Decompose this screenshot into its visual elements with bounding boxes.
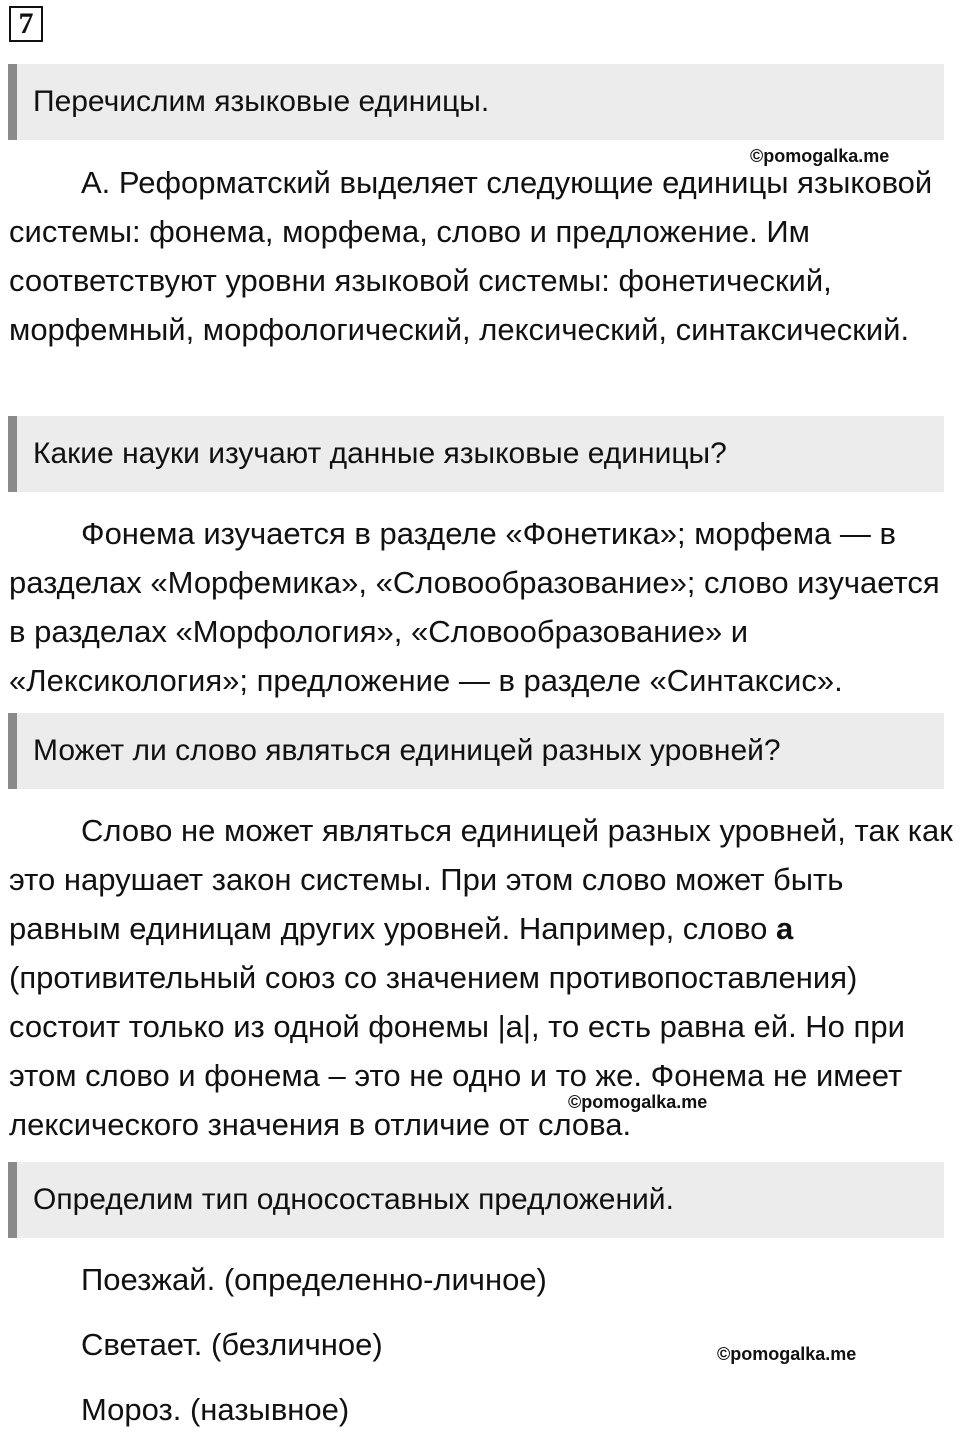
list-item: Светает. (безличное): [81, 1327, 383, 1362]
question-3: Может ли слово являться единицей разных уровней?: [33, 734, 781, 767]
watermark: ©pomogalka.me: [750, 146, 890, 166]
answer-2: Фонема изучается в разделе «Фонетика»; морфема — в разделах «Морфемика», «Словообразование»; слово изучается в разделах «Морфология», «Словообразование» и «Лексикология»; предложение — в разделе «Синтаксис».: [9, 516, 940, 698]
answer-1: А. Реформатский выделяет следующие единицы языковой системы: фонема, морфема, слово и предложение. Им соответствуют уровни языковой системы: фонетический, морфемный, морфологический, лексический, синтаксический.: [9, 165, 933, 347]
watermark: ©pomogalka.me: [717, 1344, 857, 1364]
question-bar-4: [8, 1162, 944, 1238]
watermark: ©pomogalka.me: [568, 1092, 708, 1112]
list-item: Мороз. (назывное): [81, 1392, 350, 1427]
question-bar-1: [8, 64, 944, 140]
answer-3: Слово не может являться единицей разных уровней, так как это нарушает закон системы. При этом слово может быть равным единицам других уровней. Например, слово а (противительный союз со значением противопоставления) состоит только из одной фонемы |а|, то есть равна ей. Но при этом слово и фонема – это не одно и то же. Фонема не имеет лексического значения в отличие от слова.: [9, 813, 953, 1142]
question-2: Какие науки изучают данные языковые единицы?: [33, 437, 727, 470]
example-word: а: [775, 911, 794, 946]
question-1: Перечислим языковые единицы.: [33, 85, 490, 118]
question-4: Определим тип односоставных предложений.: [33, 1183, 674, 1216]
question-bar-3: [8, 713, 944, 789]
list-item: Поезжай. (определенно-личное): [81, 1262, 547, 1297]
question-bar-2: [8, 416, 944, 492]
task-number: 7: [9, 6, 43, 42]
